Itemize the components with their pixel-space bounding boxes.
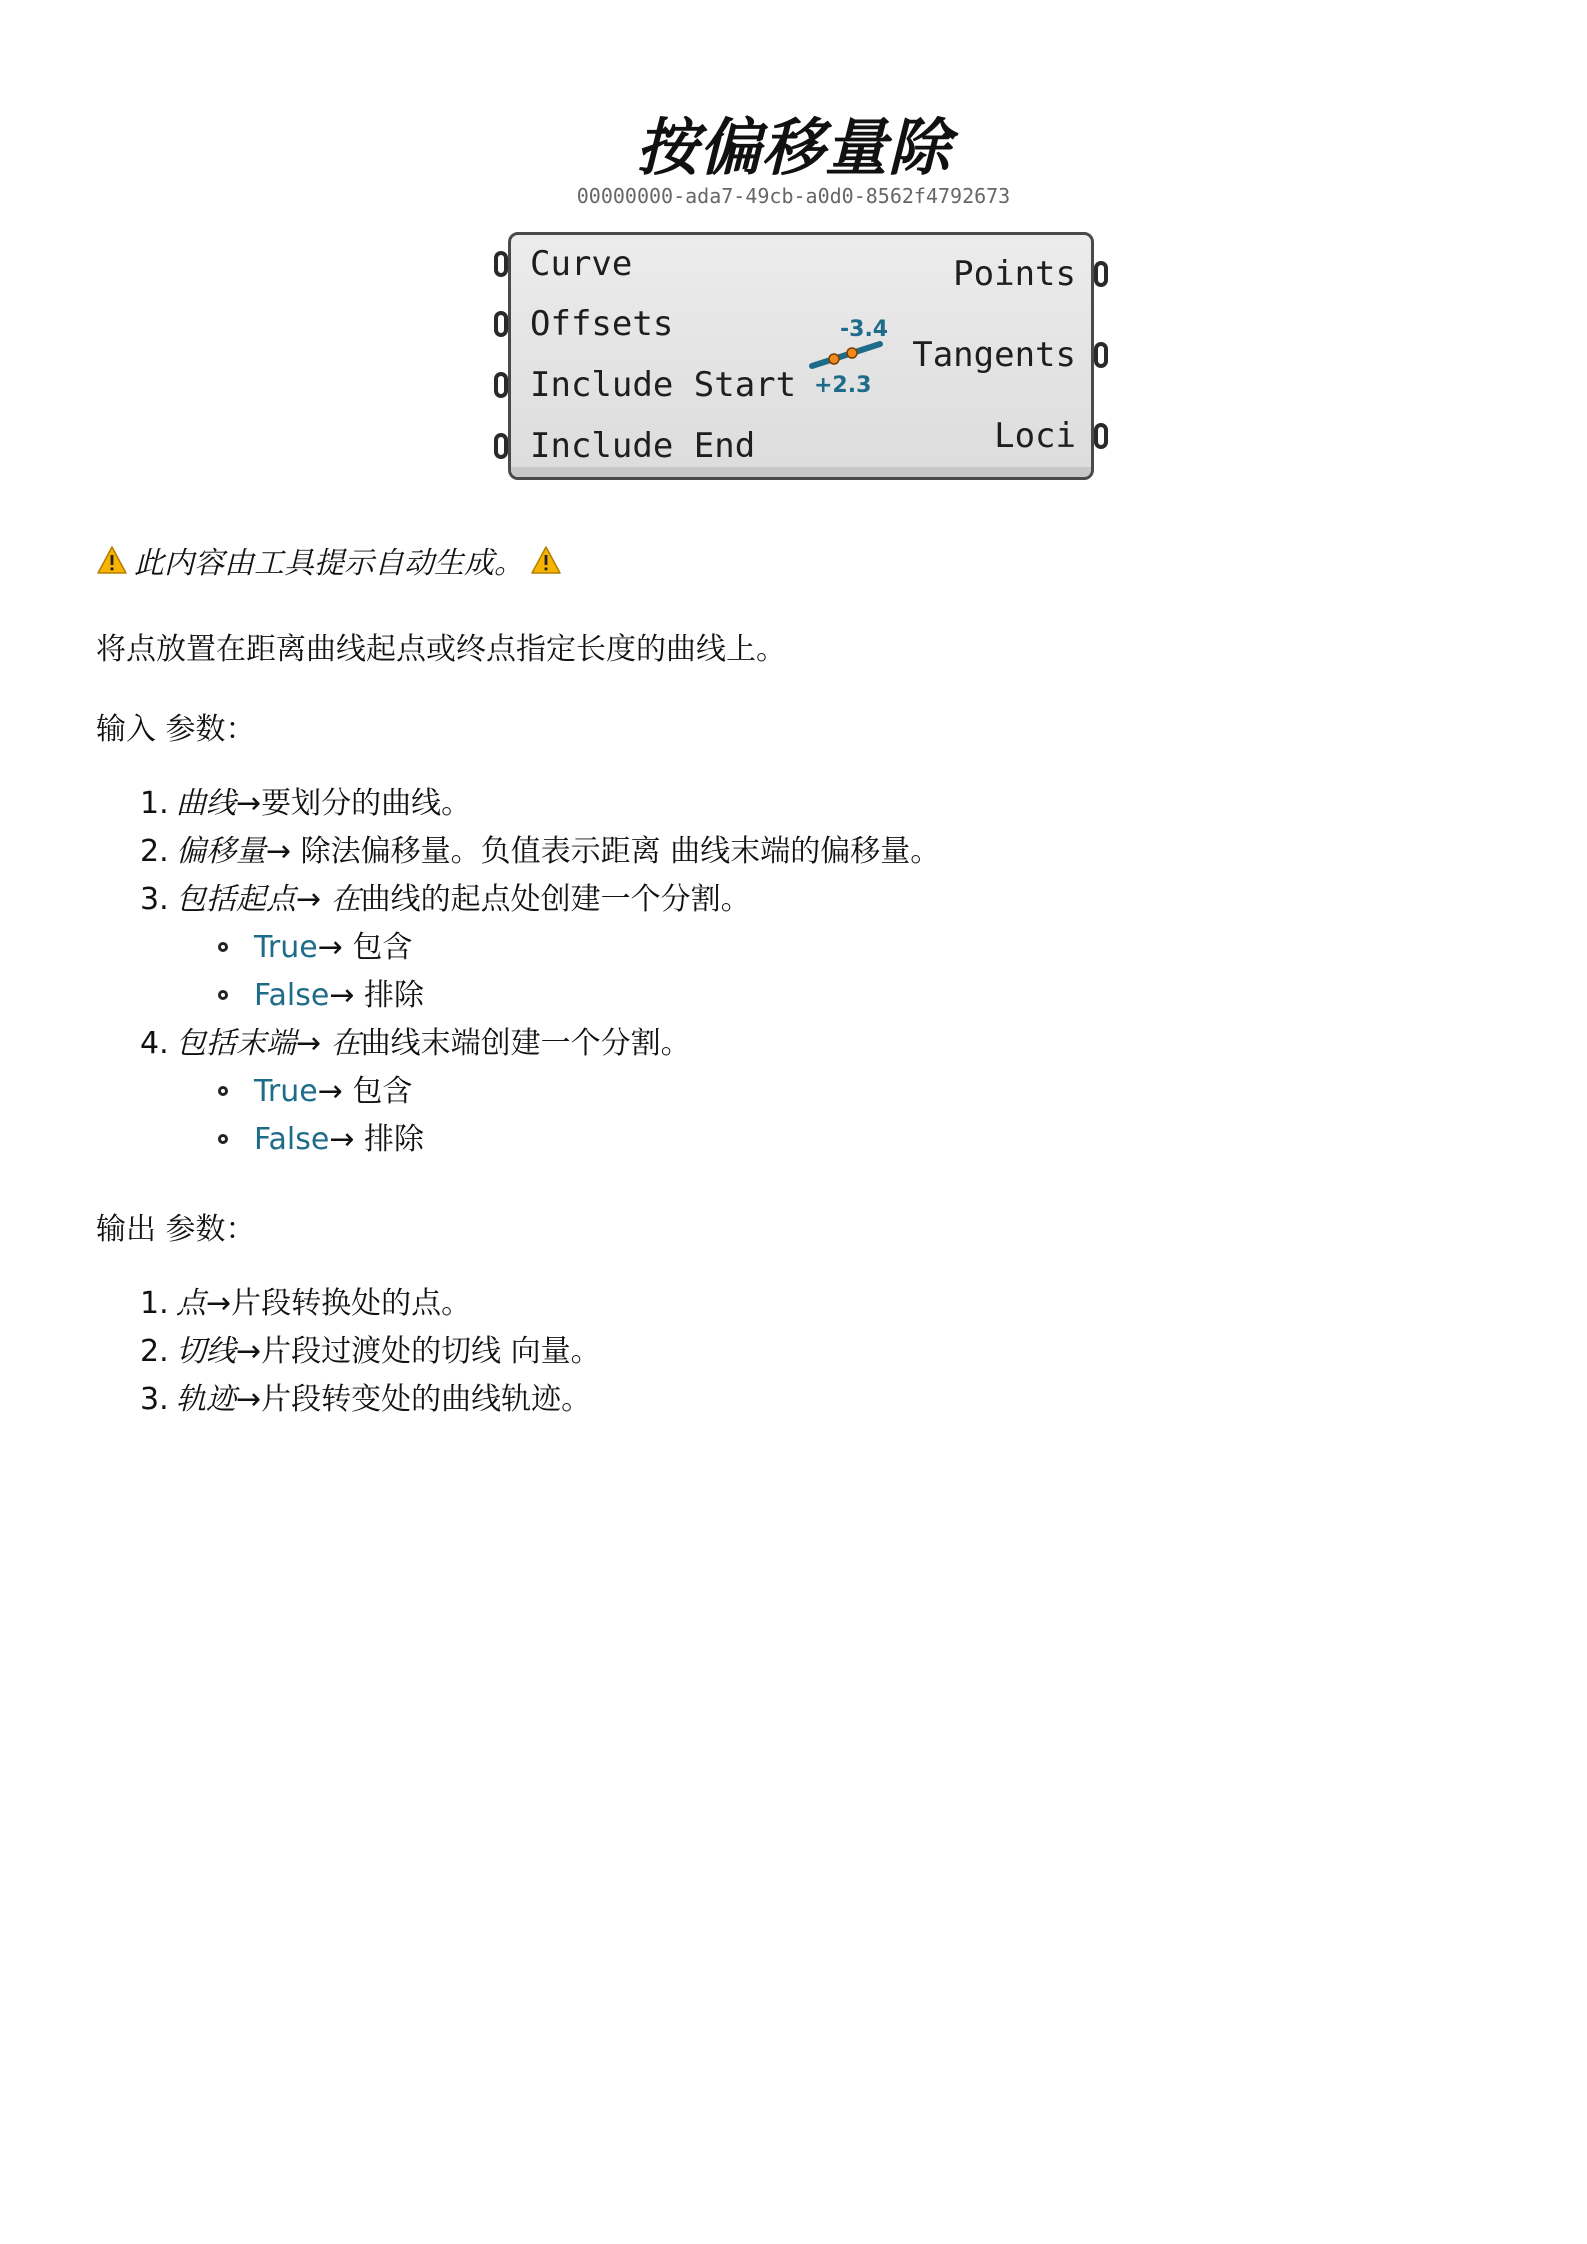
inputs-heading: 输入 参数： — [96, 712, 256, 747]
output-label-loci: Loci — [994, 416, 1076, 456]
bullet-icon — [218, 1134, 228, 1144]
output-label-points: Points — [953, 254, 1076, 294]
input-grip-include-end[interactable] — [494, 433, 508, 459]
warning-text: 此内容由工具提示自动生成。 — [134, 546, 524, 581]
option-false: False→ 排除 — [254, 978, 424, 1013]
list-item-output-2: 2. 切线→片段过渡处的切线 向量。 — [140, 1334, 601, 1369]
input-grip-include-start[interactable] — [494, 372, 508, 398]
bullet-icon — [218, 942, 228, 952]
input-label-include-end: Include End — [530, 426, 756, 466]
input-label-include-start: Include Start — [530, 365, 797, 405]
option-true: True→ 包含 — [254, 930, 413, 965]
input-grip-offsets[interactable] — [494, 311, 508, 337]
bullet-icon — [218, 990, 228, 1000]
icon-point-1 — [829, 354, 839, 364]
input-label-curve: Curve — [530, 244, 633, 284]
output-grip-points[interactable] — [1094, 261, 1108, 287]
page-title: 按偏移量除 — [635, 111, 951, 184]
outputs-heading: 输出 参数： — [96, 1212, 256, 1247]
warning-triangle-icon — [530, 545, 562, 575]
input-label-offsets: Offsets — [530, 304, 674, 344]
bullet-icon — [218, 1086, 228, 1096]
output-label-tangents: Tangents — [912, 335, 1076, 375]
list-item-input-2: 2. 偏移量→ 除法偏移量。负值表示距离 曲线末端的偏移量。 — [140, 834, 941, 869]
warning-triangle-icon — [96, 545, 128, 575]
divide-curve-offset-icon — [802, 312, 894, 398]
component-footer — [511, 467, 1091, 477]
list-item-input-4: 4. 包括末端→ 在曲线末端创建一个分割。 — [140, 1026, 691, 1061]
component-guid: 00000000-ada7-49cb-a0d0-8562f4792673 — [576, 184, 1011, 208]
autogen-warning — [96, 538, 562, 582]
description: 将点放置在距离曲线起点或终点指定长度的曲线上。 — [96, 632, 786, 667]
list-item-input-1: 1. 曲线→要划分的曲线。 — [140, 786, 472, 821]
input-grip-curve[interactable] — [494, 251, 508, 277]
output-grip-loci[interactable] — [1094, 423, 1108, 449]
output-grip-tangents[interactable] — [1094, 342, 1108, 368]
icon-curve-line — [812, 344, 880, 366]
list-item-input-3: 3. 包括起点→ 在曲线的起点处创建一个分割。 — [140, 882, 751, 917]
icon-point-2 — [847, 348, 857, 358]
icon-label-top: -3.4 — [840, 317, 889, 342]
icon-label-bottom: +2.3 — [814, 373, 872, 398]
option-true: True→ 包含 — [254, 1074, 413, 1109]
list-item-output-1: 1. 点→片段转换处的点。 — [140, 1286, 472, 1321]
list-item-output-3: 3. 轨迹→片段转变处的曲线轨迹。 — [140, 1382, 592, 1417]
option-false: False→ 排除 — [254, 1122, 424, 1157]
